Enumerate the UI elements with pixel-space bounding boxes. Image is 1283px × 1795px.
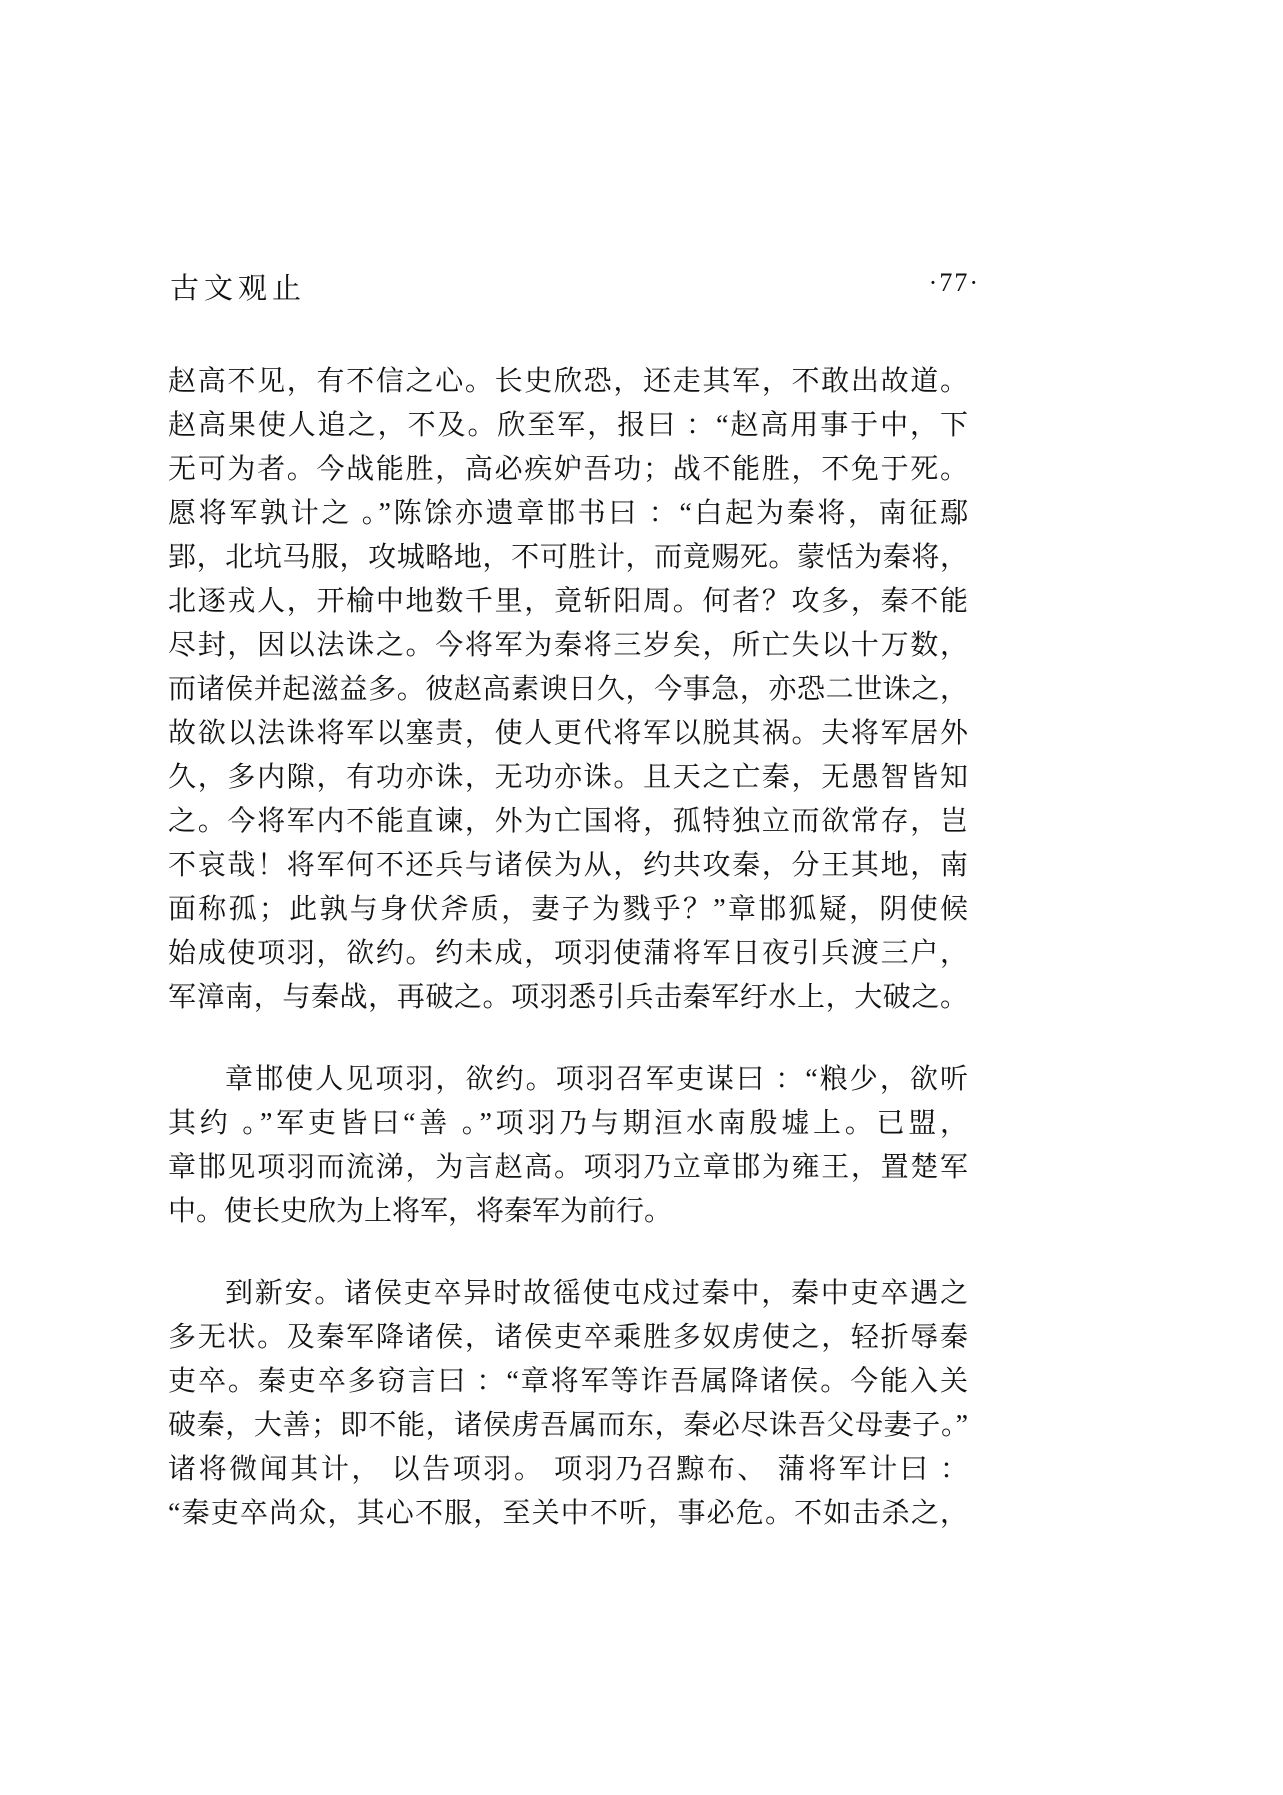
text-line: 尽封，因以法诛之。今将军为秦将三岁矣，所亡失以十万数， bbox=[168, 630, 968, 661]
text-line: 而诸侯并起滋益多。彼赵高素谀日久，今事急，亦恐二世诛之， bbox=[168, 674, 968, 705]
text-line: 中。使长史欣为上将军，将秦军为前行。 bbox=[168, 1196, 673, 1227]
text-line: 章邯使人见项羽，欲约。项羽召军吏谋曰 ：“粮少，欲听 bbox=[225, 1064, 968, 1095]
text-line: 赵高不见，有不信之心。长史欣恐，还走其军，不敢出故道。 bbox=[168, 366, 968, 397]
text-line: 之。今将军内不能直谏，外为亡国将，孤特独立而欲常存，岂 bbox=[168, 806, 968, 837]
text-line: 赵高果使人追之，不及。欣至军，报曰 ：“赵高用事于中，下 bbox=[168, 410, 968, 441]
text-line: 久，多内隙，有功亦诛，无功亦诛。且天之亡秦，无愚智皆知 bbox=[168, 762, 968, 793]
text-line: 军漳南，与秦战，再破之。项羽悉引兵击秦军纡水上，大破之。 bbox=[168, 982, 968, 1013]
book-title: 古文观止 bbox=[170, 273, 307, 305]
text-line: 故欲以法诛将军以塞责，使人更代将军以脱其祸。夫将军居外 bbox=[168, 718, 968, 749]
paragraph bbox=[168, 1058, 968, 1234]
text-line: 不哀哉！将军何不还兵与诸侯为从，约共攻秦，分王其地，南 bbox=[168, 850, 968, 881]
text-line: 始成使项羽，欲约。约未成，项羽使蒲将军日夜引兵渡三户， bbox=[168, 938, 968, 969]
paragraph bbox=[168, 360, 968, 1020]
text-line: 北逐戎人，开榆中地数千里，竟斩阳周。何者？攻多，秦不能 bbox=[168, 586, 968, 617]
text-line: 面称孤；此孰与身伏斧质，妻子为戮乎？”章邯狐疑，阴使候 bbox=[168, 894, 968, 925]
text-line: 多无状。及秦军降诸侯，诸侯吏卒乘胜多奴虏使之，轻折辱秦 bbox=[168, 1322, 968, 1353]
page-body bbox=[168, 360, 968, 1536]
text-line: 吏卒。秦吏卒多窃言曰 ：“章将军等诈吾属降诸侯。今能入关 bbox=[168, 1366, 968, 1397]
page-header bbox=[168, 266, 980, 305]
text-line: 到新安。诸侯吏卒异时故徭使屯戍过秦中，秦中吏卒遇之 bbox=[225, 1278, 968, 1309]
text-line: 郢，北坑马服，攻城略地，不可胜计，而竟赐死。蒙恬为秦将， bbox=[168, 542, 968, 573]
text-line: 愿将军孰计之 。”陈馀亦遗章邯书曰 ：“白起为秦将，南征鄢 bbox=[168, 498, 968, 529]
page-number: ·77· bbox=[928, 268, 980, 297]
text-line: 破秦，大善；即不能，诸侯虏吾属而东，秦必尽诛吾父母妻子。” bbox=[168, 1410, 968, 1441]
text-line: 其约 。”军吏皆曰“善 。”项羽乃与期洹水南殷墟上。已盟， bbox=[168, 1108, 968, 1139]
text-line: 章邯见项羽而流涕，为言赵高。项羽乃立章邯为雍王，置楚军 bbox=[168, 1152, 968, 1183]
text-line: 无可为者。今战能胜，高必疾妒吾功；战不能胜，不免于死。 bbox=[168, 454, 968, 485]
paragraph bbox=[168, 1272, 968, 1536]
text-line: “秦吏卒尚众，其心不服，至关中不听，事必危。不如击杀之， bbox=[168, 1498, 968, 1529]
text-line: 诸将微闻其计， 以告项羽。 项羽乃召黥布、 蒲将军计曰 ： bbox=[168, 1454, 968, 1485]
